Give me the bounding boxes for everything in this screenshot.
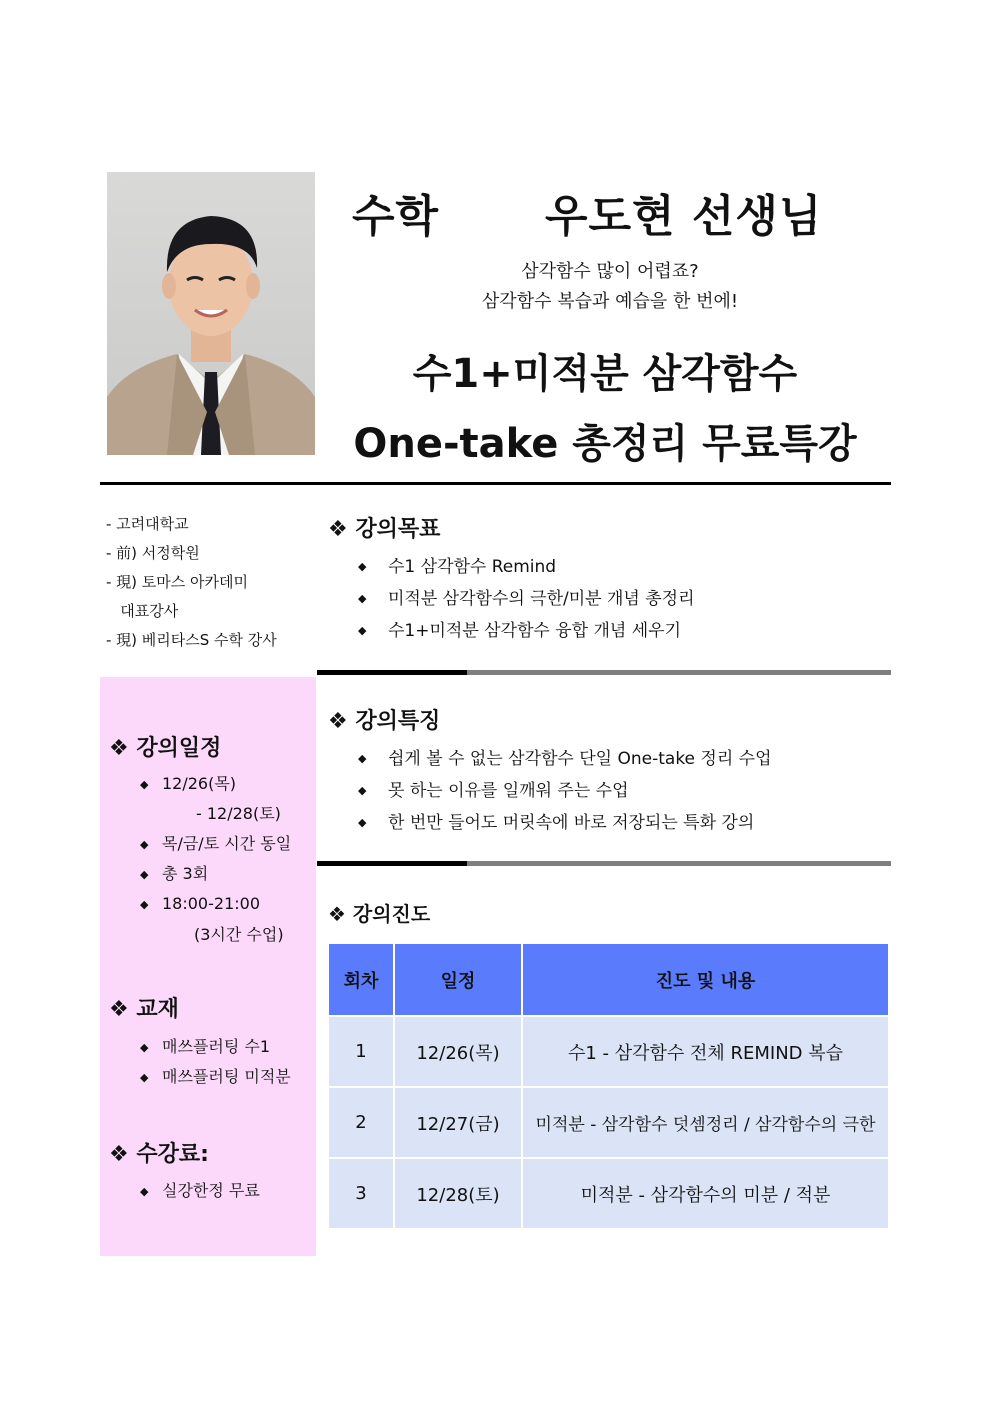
table-cell: 수1 - 삼각함수 전체 REMIND 복습 bbox=[522, 1016, 888, 1087]
features-list bbox=[358, 743, 772, 839]
diamond-bullet-icon: ◆ bbox=[358, 816, 367, 829]
column-header: 진도 및 내용 bbox=[522, 944, 888, 1016]
diamond-bullet-icon: ◆ bbox=[358, 560, 367, 573]
diamond-bullet-icon: ◆ bbox=[358, 784, 367, 797]
table-cell: 3 bbox=[329, 1158, 394, 1228]
schedule-heading: ❖ 강의일정 bbox=[109, 736, 222, 761]
lecture-title-line-1: 수1+미적분 삼각함수 bbox=[412, 351, 798, 397]
list-item: - 12/28(토) bbox=[196, 804, 281, 824]
diamond-bullet-icon: ◆ bbox=[358, 752, 367, 765]
diamond-bullet-icon: ◆ bbox=[140, 867, 149, 881]
section-divider bbox=[317, 670, 891, 675]
list-item: ◆ 총 3회 bbox=[140, 859, 291, 889]
fee-list bbox=[140, 1176, 260, 1206]
list-item: ◆ 12/26(목) bbox=[140, 769, 291, 799]
progress-heading: ❖ 강의진도 bbox=[328, 902, 431, 926]
list-item: ◆ 수1+미적분 삼각함수 융합 개념 세우기 bbox=[358, 615, 695, 647]
section-divider bbox=[317, 861, 891, 866]
list-item: (3시간 수업) bbox=[194, 924, 284, 944]
textbook-list bbox=[140, 1032, 291, 1093]
textbook-heading: ❖ 교재 bbox=[109, 997, 179, 1022]
hook-line-2: 삼각함수 복습과 예습을 한 번에! bbox=[481, 291, 739, 312]
diamond-bullet-icon: ◆ bbox=[140, 777, 149, 791]
table-cell: 12/26(목) bbox=[394, 1016, 522, 1087]
column-header: 회차 bbox=[329, 944, 394, 1016]
list-item: ◆ 못 하는 이유를 일깨워 주는 수업 bbox=[358, 775, 772, 807]
lecture-title-line-2: One-take 총정리 무료특강 bbox=[353, 421, 857, 467]
list-item: ◆ 목/금/토 시간 동일 bbox=[140, 829, 291, 859]
table-cell: 미적분 - 삼각함수 덧셈정리 / 삼각함수의 극한 bbox=[522, 1087, 888, 1158]
diamond-bullet-icon: ◆ bbox=[140, 837, 149, 851]
info-sidebar bbox=[100, 677, 316, 1256]
table-row bbox=[329, 1087, 888, 1158]
features-heading: ❖ 강의특징 bbox=[328, 709, 441, 734]
table-cell: 1 bbox=[329, 1016, 394, 1087]
teacher-name: 우도현 선생님 bbox=[545, 191, 823, 242]
hook-line-1: 삼각함수 많이 어렵죠? bbox=[521, 261, 699, 282]
table-cell: 미적분 - 삼각함수의 미분 / 적분 bbox=[522, 1158, 888, 1228]
diamond-bullet-icon: ◆ bbox=[358, 624, 367, 637]
goals-heading: ❖ 강의목표 bbox=[328, 517, 441, 542]
list-item: ◆ 쉽게 볼 수 없는 삼각함수 단일 One-take 정리 수업 bbox=[358, 743, 772, 775]
teacher-photo bbox=[107, 172, 315, 455]
goals-list bbox=[358, 551, 695, 647]
list-item: ◆ 한 번만 들어도 머릿속에 바로 저장되는 특화 강의 bbox=[358, 807, 772, 839]
career-list bbox=[106, 510, 311, 655]
diamond-bullet-icon: ◆ bbox=[140, 898, 149, 911]
fee-heading: ❖ 수강료: bbox=[109, 1142, 209, 1167]
list-item: ◆ 매쓰플러팅 미적분 bbox=[140, 1062, 291, 1092]
table-header-row bbox=[329, 944, 888, 1016]
column-header: 일정 bbox=[394, 944, 522, 1016]
list-item: ◆ 수1 삼각함수 Remind bbox=[358, 551, 695, 583]
list-item: ◆ 실강한정 무료 bbox=[140, 1176, 260, 1206]
subject-heading: 수학 bbox=[352, 191, 440, 242]
table-cell: 12/28(토) bbox=[394, 1158, 522, 1228]
diamond-bullet-icon: ◆ bbox=[140, 1184, 149, 1198]
diamond-bullet-icon: ◆ bbox=[358, 592, 367, 605]
table-cell: 12/27(금) bbox=[394, 1087, 522, 1158]
career-item: - 고려대학교 bbox=[106, 515, 189, 533]
list-item: ◆ 미적분 삼각함수의 극한/미분 개념 총정리 bbox=[358, 583, 695, 615]
diamond-bullet-icon: ◆ bbox=[140, 1071, 149, 1084]
schedule-list bbox=[140, 769, 291, 949]
table-cell: 2 bbox=[329, 1087, 394, 1158]
header-divider bbox=[100, 482, 891, 485]
career-item: - 現) 토마스 아카데미 bbox=[106, 573, 248, 591]
table-row bbox=[329, 1016, 888, 1087]
career-item: 대표강사 bbox=[106, 602, 179, 620]
diamond-bullet-icon: ◆ bbox=[140, 1040, 149, 1054]
progress-table bbox=[329, 944, 888, 1228]
career-item: - 前) 서정학원 bbox=[106, 544, 200, 562]
list-item: ◆ 18:00-21:00 bbox=[140, 889, 291, 919]
career-item: - 現) 베리타스S 수학 강사 bbox=[106, 631, 277, 649]
list-item: ◆ 매쓰플러팅 수1 bbox=[140, 1032, 291, 1062]
table-row bbox=[329, 1158, 888, 1228]
